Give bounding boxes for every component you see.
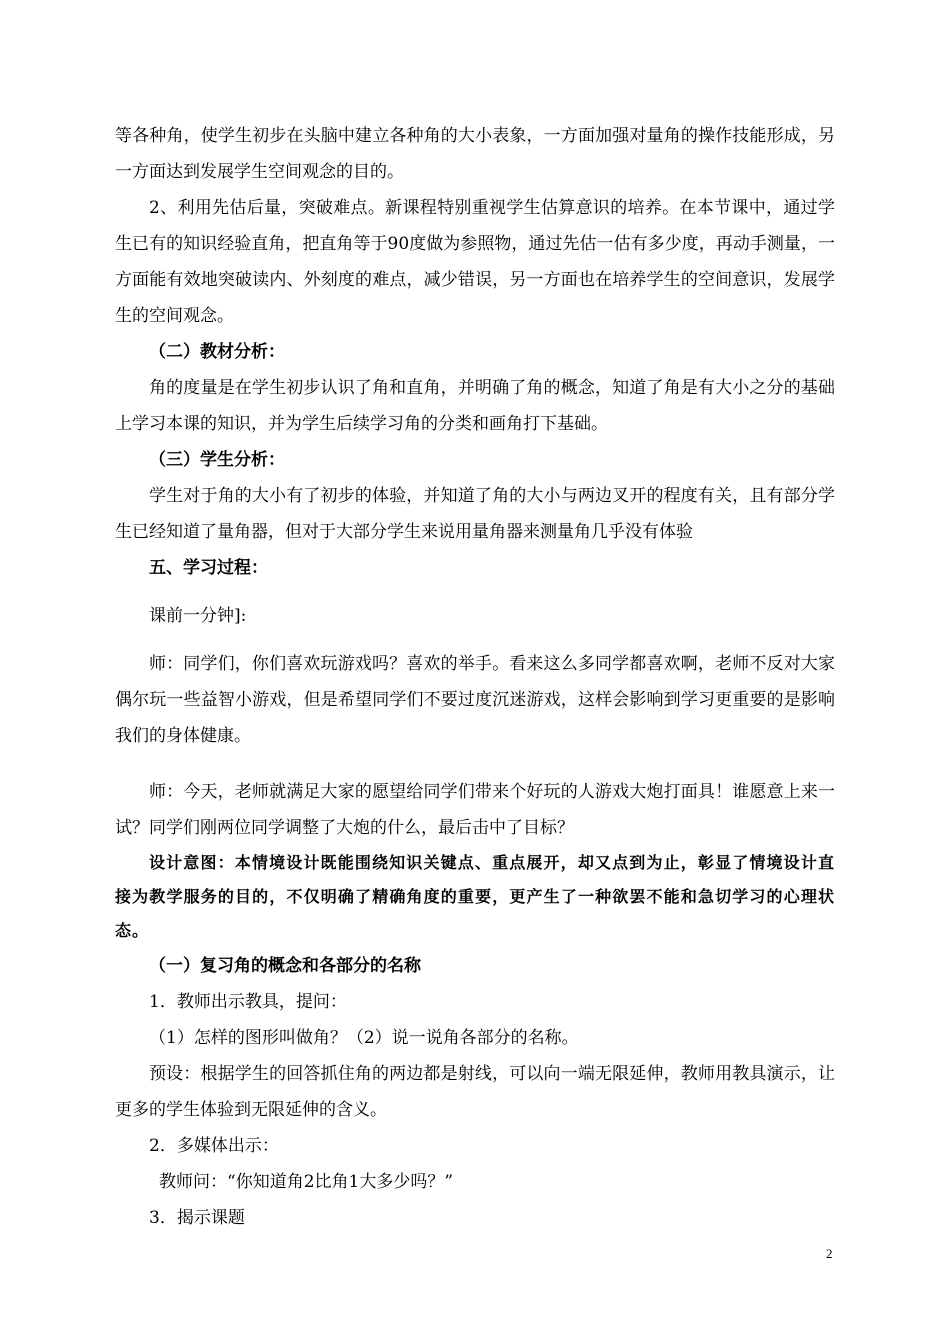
spacer	[115, 754, 835, 774]
paragraph-preset: 预设：根据学生的回答抓住角的两边都是射线，可以向一端无限延伸，教师用教具演示，让更多的学生体验到无限延伸的含义。	[115, 1064, 835, 1120]
paragraph-material-analysis: 角的度量是在学生初步认识了角和直角，并明确了角的概念，知道了角是有大小之分的基础上学习本课的知识，并为学生后续学习角的分类和画角打下基础。	[115, 378, 835, 434]
list-item-1: 1．教师出示教具，提问：	[149, 992, 347, 1012]
paragraph-estimate-first: 2、利用先估后量，突破难点。新课程特别重视学生估算意识的培养。在本节课中，通过学生已有的知识经验直角，把直角等于90度做为参照物，通过先估一估有多少度，再动手测量，一方面能有效地突破读内、外刻度的难点，减少错误，另一方面也在培养学生的空间意识，发展学生的空间观念。	[115, 198, 835, 326]
heading-student-analysis: （三）学生分析：	[149, 450, 285, 470]
paragraph-student-analysis: 学生对于角的大小有了初步的体验，并知道了角的大小与两边叉开的程度有关，且有部分学生已经知道了量角器，但对于大部分学生来说用量角器来测量角几乎没有体验	[115, 486, 835, 542]
paragraph-teacher-dialogue-1: 师：同学们，你们喜欢玩游戏吗？喜欢的举手。看来这么多同学都喜欢啊，老师不反对大家偶尔玩一些益智小游戏，但是希望同学们不要过度沉迷游戏，这样会影响到学习更重要的是影响我们的身体健康。	[115, 654, 835, 746]
heading-review-angle: （一）复习角的概念和各部分的名称	[149, 956, 421, 976]
spacer	[115, 586, 835, 598]
paragraph-teacher-dialogue-2: 师：今天，老师就满足大家的愿望给同学们带来个好玩的人游戏大炮打面具！谁愿意上来一试？同学们刚两位同学调整了大炮的什么，最后击中了目标？	[115, 782, 835, 838]
list-item-1-questions: （1）怎样的图形叫做角？（2）说一说角各部分的名称。	[149, 1028, 579, 1048]
list-item-3: 3．揭示课题	[149, 1208, 245, 1228]
page-number: 2	[826, 1246, 833, 1261]
list-item-2-question: 教师问：“你知道角2比角1大多少吗？”	[159, 1172, 454, 1192]
heading-learning-process: 五、学习过程：	[149, 558, 268, 578]
document-body	[115, 118, 835, 1236]
paragraph-design-intent: 设计意图：本情境设计既能围绕知识关键点、重点展开，却又点到为止，彰显了情境设计直接为教学服务的目的，不仅明确了精确角度的重要，更产生了一种欲罢不能和急切学习的心理状态。	[115, 853, 835, 940]
paragraph-continued: 等各种角，使学生初步在头脑中建立各种角的大小表象，一方面加强对量角的操作技能形成，另一方面达到发展学生空间观念的目的。	[115, 126, 835, 182]
paragraph-pre-class: 课前一分钟]:	[149, 606, 247, 626]
list-item-2: 2．多媒体出示：	[149, 1136, 279, 1156]
heading-material-analysis: （二）教材分析：	[149, 342, 285, 362]
spacer	[115, 634, 835, 646]
